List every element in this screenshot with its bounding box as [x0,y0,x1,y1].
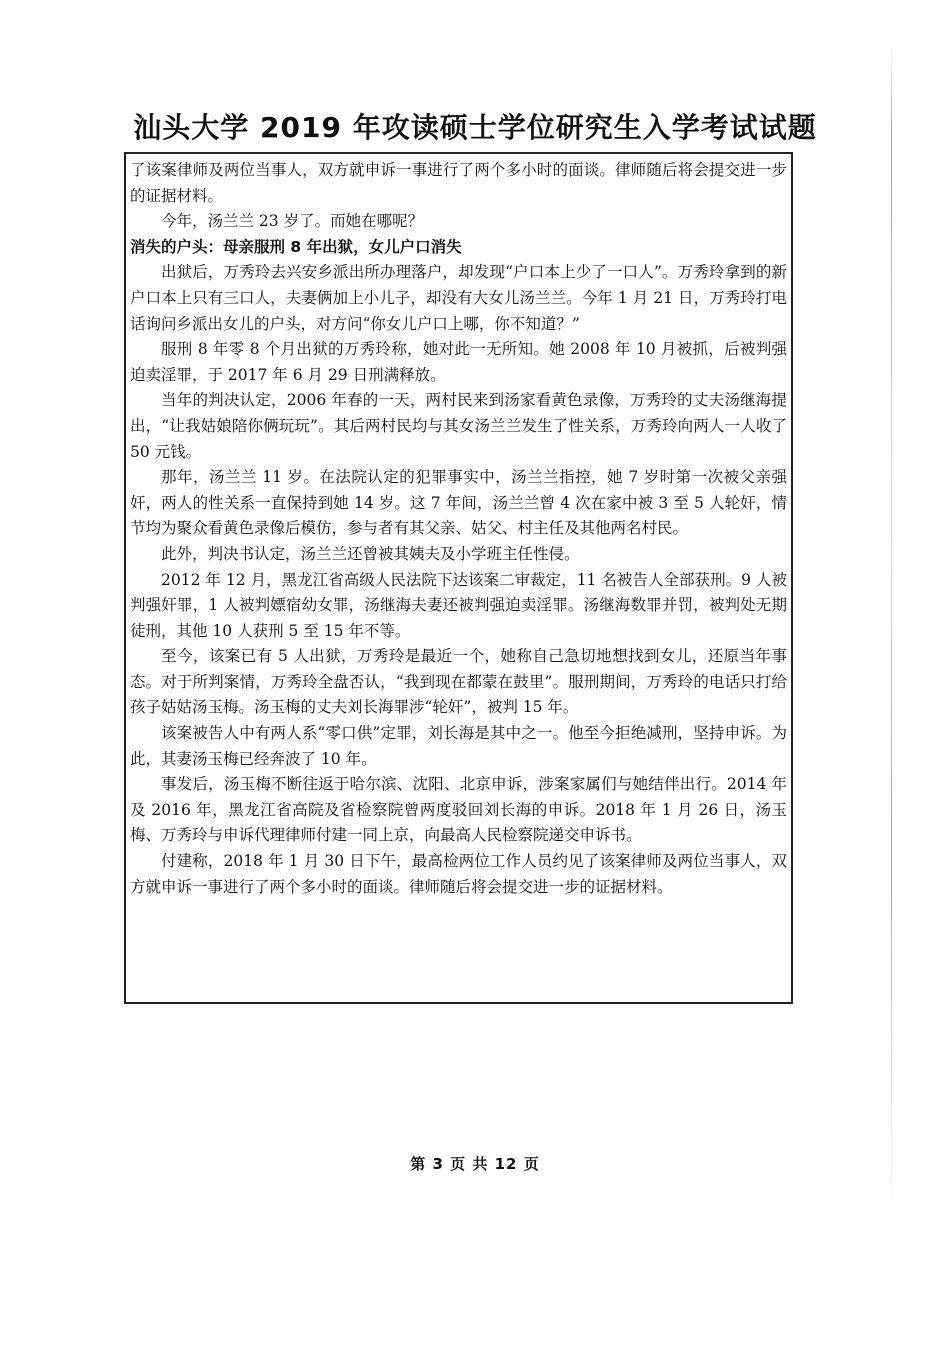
paragraph: 付建称，2018 年 1 月 30 日下午，最高检两位工作人员约见了该案律师及两位当事人，双方就申诉一事进行了两个多小时的面谈。律师随后将会提交进一步的证据材料。 [130,852,787,896]
paragraph: 当年的判决认定，2006 年春的一天，两村民来到汤家看黄色录像，万秀玲的丈夫汤继海提出，“让我姑娘陪你俩玩玩”。其后两村民均与其女汤兰兰发生了性关系，万秀玲向两人一人收了 50 元钱。 [130,391,787,461]
paragraph: 出狱后，万秀玲去兴安乡派出所办理落户，却发现“户口本上少了一口人”。万秀玲拿到的新户口本上只有三口人，夫妻俩加上小儿子，却没有大女儿汤兰兰。今年 1 月 21 日，万秀玲打电话询问乡派出女儿的户头，对方问“你女儿户口上哪，你不知道？” [130,263,787,333]
scan-edge-line [891,40,892,1220]
paragraph: 今年，汤兰兰 23 岁了。而她在哪呢？ [161,212,424,231]
paragraph: 此外，判决书认定，汤兰兰还曾被其姨夫及小学班主任性侵。 [161,544,580,563]
paragraph: 那年，汤兰兰 11 岁。在法院认定的犯罪事实中，汤兰兰指控，她 7 岁时第一次被父亲强奸，两人的性关系一直保持到她 14 岁。这 7 年间，汤兰兰曾 4 次在家中被 3 至 5 人轮奸，情节均为聚众看黄色录像后模仿，参与者有其父亲、姑父、村主任及其他两名村民。 [130,468,787,538]
exam-text-box [124,152,793,1004]
paragraph: 服刑 8 年零 8 个月出狱的万秀玲称，她对此一无所知。她 2008 年 10 月被抓，后被判强迫卖淫罪，于 2017 年 6 月 29 日刑满释放。 [130,340,787,384]
paragraph-continued: 了该案律师及两位当事人，双方就申诉一事进行了两个多小时的面谈。律师随后将会提交进一步的证据材料。 [130,161,787,205]
paragraph: 至今，该案已有 5 人出狱，万秀玲是最近一个，她称自己急切地想找到女儿，还原当年事态。对于所判案情，万秀玲全盘否认，“我到现在都蒙在鼓里”。服刑期间，万秀玲的电话只打给孩子姑姑汤玉梅。汤玉梅的丈夫刘长海罪涉“轮奸”，被判 15 年。 [130,647,787,717]
page-title: 汕头大学 2019 年攻读硕士学位研究生入学考试试题 [133,111,817,144]
page-number: 第 3 页 共 12 页 [410,1155,540,1173]
paragraph: 事发后，汤玉梅不断往返于哈尔滨、沈阳、北京申诉，涉案家属们与她结伴出行。2014 年及 2016 年，黑龙江省高院及省检察院曾两度驳回刘长海的申诉。2018 年 1 月 26 日，汤玉梅、万秀玲与申诉代理律师付建一同上京，向最高人民检察院递交申诉书。 [130,775,787,845]
section-heading: 消失的户头：母亲服刑 8 年出狱，女儿户口消失 [130,237,462,256]
paragraph: 该案被告人中有两人系“零口供”定罪，刘长海是其中之一。他至今拒绝减刑，坚持申诉。为此，其妻汤玉梅已经奔波了 10 年。 [130,724,787,768]
paragraph: 2012 年 12 月，黑龙江省高级人民法院下达该案二审裁定，11 名被告人全部获刑。9 人被判强奸罪，1 人被判嫖宿幼女罪，汤继海夫妻还被判强迫卖淫罪。汤继海数罪并罚，被判处无期徒刑，其他 10 人获刑 5 至 15 年不等。 [130,570,787,640]
